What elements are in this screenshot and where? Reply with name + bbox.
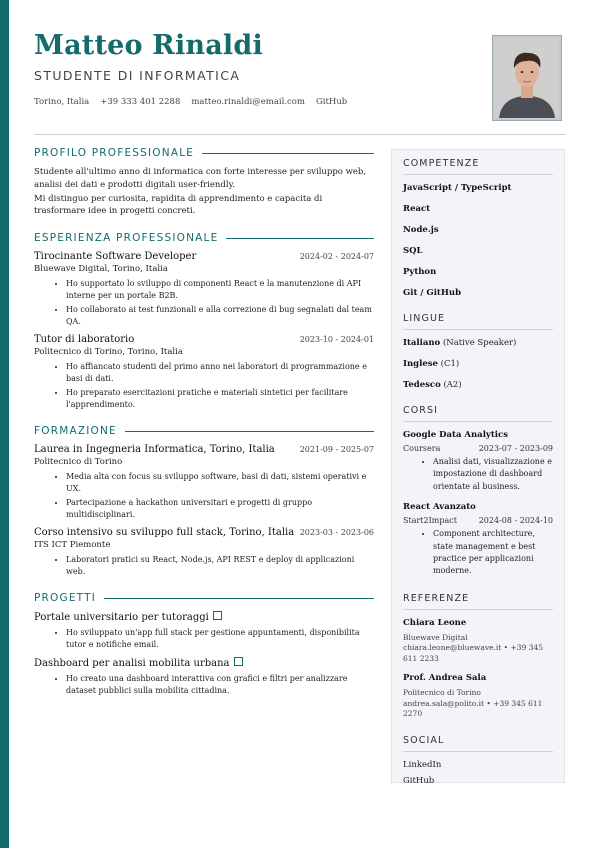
section-rule xyxy=(202,153,374,154)
bullet-item: • Ho affiancato studenti del primo anno nei laboratori di programmazione e basi di dati. xyxy=(66,361,374,385)
social-link-github[interactable]: GitHub xyxy=(403,775,435,786)
reference-name: Prof. Andrea Sala xyxy=(403,673,487,684)
reference-org: Bluewave Digital xyxy=(403,632,468,642)
bullet-list xyxy=(34,361,374,411)
social-section xyxy=(403,735,553,786)
bullet-list xyxy=(34,673,374,697)
courses-section xyxy=(403,405,553,578)
course-entry xyxy=(403,430,553,493)
bullet-item: • Analisi dati, visualizzazione e impostazione di dashboard orientate al business. xyxy=(433,456,553,493)
project-entry xyxy=(34,657,374,697)
entry-title: Tirocinante Software Developer xyxy=(34,251,197,262)
entry-title: Laurea in Ingegneria Informatica, Torino, Italia xyxy=(34,444,275,455)
skill-item: Python xyxy=(403,267,437,277)
course-title: Google Data Analytics xyxy=(403,430,508,440)
project-title: Dashboard per analisi mobilita urbana xyxy=(34,658,230,669)
header xyxy=(34,30,474,107)
sidebar-heading: LINGUE xyxy=(403,313,553,330)
language-name: Inglese xyxy=(403,359,438,369)
profile-paragraph: Mi distinguo per curiosita, rapidita di apprendimento e capacita di trasformare idee in progetti concreti. xyxy=(34,193,323,217)
section-title: FORMAZIONE xyxy=(34,425,117,437)
header-divider xyxy=(34,134,566,135)
course-provider: Coursera xyxy=(403,444,441,453)
experience-entry xyxy=(34,251,374,328)
language-level: (Native Speaker) xyxy=(442,338,517,348)
profile-photo xyxy=(492,35,562,121)
language-item xyxy=(403,338,553,348)
sidebar xyxy=(391,149,565,786)
entry-date: 2021-09 - 2025-07 xyxy=(299,445,374,454)
reference-name: Chiara Leone xyxy=(403,617,467,628)
project-entry xyxy=(34,611,374,651)
candidate-name: Matteo Rinaldi xyxy=(34,30,263,61)
projects-section xyxy=(34,592,374,697)
bullet-item: • Ho collaborato ai test funzionali e alla correzione di bug segnalati dal team QA. xyxy=(66,304,374,328)
entry-date: 2024-02 - 2024-07 xyxy=(299,252,374,261)
bullet-list xyxy=(34,278,374,328)
education-entry xyxy=(34,527,374,578)
contact-location: Torino, Italia xyxy=(34,97,90,108)
education-section xyxy=(34,425,374,578)
contact-phone: +39 333 401 2288 xyxy=(100,97,181,108)
language-level: (C1) xyxy=(440,359,460,369)
bullet-list xyxy=(34,554,374,578)
section-rule xyxy=(226,238,374,239)
bullet-item: • Media alta con focus su sviluppo software, basi di dati, sistemi operativi e UX. xyxy=(66,471,374,495)
entry-date: 2023-10 - 2024-01 xyxy=(299,335,374,344)
entry-org: Politecnico di Torino, Torino, Italia xyxy=(34,347,183,357)
languages-section xyxy=(403,313,553,390)
entry-date: 2023-03 - 2023-06 xyxy=(299,528,374,537)
bullet-list xyxy=(34,471,374,521)
skill-item: JavaScript / TypeScript xyxy=(403,183,512,193)
education-entry xyxy=(34,444,374,521)
reference-contact: andrea.sala@polito.it • +39 345 611 2270 xyxy=(403,698,543,719)
project-title: Portale universitario per tutoraggi xyxy=(34,612,209,623)
language-name: Tedesco xyxy=(403,380,441,390)
language-item xyxy=(403,359,553,369)
sidebar-heading: COMPETENZE xyxy=(403,158,553,175)
skill-item: React xyxy=(403,204,431,214)
accent-bar xyxy=(0,0,9,848)
bullet-list xyxy=(403,528,553,578)
education-heading-row xyxy=(34,425,374,437)
bullet-list xyxy=(34,627,374,651)
sidebar-heading: SOCIAL xyxy=(403,735,553,752)
entry-org: Politecnico di Torino xyxy=(34,457,123,467)
reference-org: Politecnico di Torino xyxy=(403,688,481,698)
skill-item: Git / GitHub xyxy=(403,288,462,298)
references-section xyxy=(403,593,553,720)
project-title-link[interactable] xyxy=(34,657,243,669)
profile-heading-row xyxy=(34,147,374,159)
section-title: PROFILO PROFESSIONALE xyxy=(34,147,195,159)
entry-org: ITS ICT Piemonte xyxy=(34,540,111,550)
skill-item: Node.js xyxy=(403,225,439,235)
contact-email[interactable]: matteo.rinaldi@email.com xyxy=(191,97,305,108)
course-date: 2024-08 - 2024-10 xyxy=(478,516,553,526)
entry-org: Bluewave Digital, Torino, Italia xyxy=(34,264,168,274)
course-date: 2023-07 - 2023-09 xyxy=(478,444,553,453)
bullet-item: • Laboratori pratici su React, Node.js, API REST e deploy di applicazioni web. xyxy=(66,554,374,578)
experience-section xyxy=(34,232,374,411)
job-title: STUDENTE DI INFORMATICA xyxy=(34,68,241,84)
sidebar-heading: REFERENZE xyxy=(403,593,553,610)
section-title: ESPERIENZA PROFESSIONALE xyxy=(34,232,219,244)
bullet-list xyxy=(403,456,553,493)
section-rule xyxy=(104,598,374,599)
language-level: (A2) xyxy=(443,380,462,390)
bullet-item: • Component architecture, state management e best practice per applicazioni moderne. xyxy=(433,528,553,578)
course-entry xyxy=(403,502,553,578)
project-title-link[interactable] xyxy=(34,611,222,623)
entry-title: Corso intensivo su sviluppo full stack, Torino, Italia xyxy=(34,527,295,538)
reference-entry xyxy=(403,618,553,665)
contact-github-link[interactable]: GitHub xyxy=(315,97,348,108)
language-name: Italiano xyxy=(403,338,441,348)
bullet-item: • Ho preparato esercitazioni pratiche e materiali sintetici per facilitare l'apprendimento. xyxy=(66,387,374,411)
external-link-icon[interactable] xyxy=(234,657,243,666)
experience-heading-row xyxy=(34,232,374,244)
course-title: React Avanzato xyxy=(403,502,476,513)
bullet-item: • Ho creato una dashboard interattiva con grafici e filtri per analizzare dataset pubblici sulla mobilita cittadina. xyxy=(66,673,374,697)
entry-title: Tutor di laboratorio xyxy=(34,334,135,345)
profile-section xyxy=(34,147,374,218)
social-link-linkedin[interactable]: LinkedIn xyxy=(403,759,442,770)
course-provider: Start2Impact xyxy=(403,516,457,526)
external-link-icon[interactable] xyxy=(213,611,222,620)
contact-line xyxy=(34,97,474,107)
experience-entry xyxy=(34,334,374,411)
section-title: PROGETTI xyxy=(34,592,97,604)
reference-entry xyxy=(403,673,553,720)
section-rule xyxy=(125,431,374,432)
sidebar-heading: CORSI xyxy=(403,405,553,422)
main-column xyxy=(34,147,374,711)
projects-heading-row xyxy=(34,592,374,604)
bullet-item: • Ho sviluppato un'app full stack per gestione appuntamenti, disponibilita tutor e notifiche email. xyxy=(66,627,374,651)
skill-item: SQL xyxy=(403,246,423,256)
bullet-item: • Ho supportato lo sviluppo di componenti React e la manutenzione di API interne per un portale B2B. xyxy=(66,278,374,302)
language-item xyxy=(403,380,553,390)
profile-paragraph: Studente all'ultimo anno di informatica con forte interesse per sviluppo web, analisi dei dati e prodotti digitali user-friendly. xyxy=(34,167,367,190)
skills-section xyxy=(403,158,553,298)
bullet-item: • Partecipazione a hackathon universitari e progetti di gruppo multidisciplinari. xyxy=(66,497,374,521)
reference-contact: chiara.leone@bluewave.it • +39 345 611 2233 xyxy=(403,643,544,663)
portrait-image xyxy=(495,38,559,118)
